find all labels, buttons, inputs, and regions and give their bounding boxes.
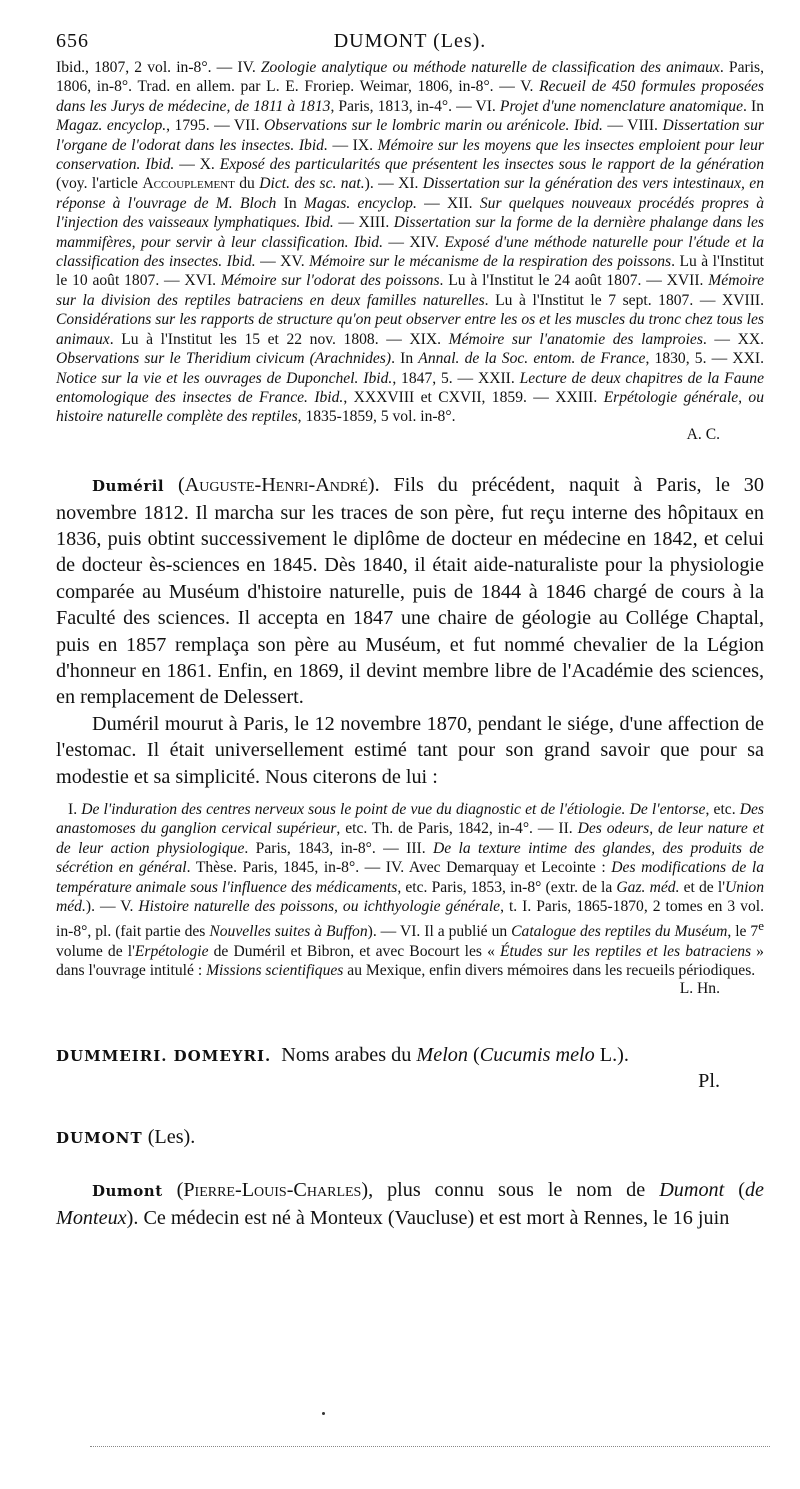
- entry-dumeril-son-para2: Duméril mourut à Paris, le 12 novembre 1870, pendant le siége, d'une affection de l'estomac. Il était universellement estimé tant pour son grand savoir que pour sa modestie et sa simplicité. Nous citerons de lui :: [56, 712, 764, 788]
- signature-pl: Pl.: [698, 1069, 720, 1092]
- printer-mark: [322, 1412, 325, 1415]
- headword-dumont: Dumont: [92, 1182, 163, 1201]
- bibliography-dumeril-son: I. De l'induration des centres nerveux sous le point de vue du diagnostic et de l'étiologie. De l'entorse, etc. Des anastomoses du ganglion cervical supérieur, etc. Th. de Paris, 1842, in-4°. — II. Des odeurs, de leur nature et de leur action physiologique. Paris, 1843, in-8°. — III. De la texture intime des glandes, des produits de sécrétion en général. Thèse. Paris, 1845, in-8°. — IV. Avec Demarquay et Lecointe : Des modifications de la température animale sous l'influence des médicaments, etc. Paris, 1853, in-8° (extr. de la Gaz. méd. et de l'Union méd.). — V. Histoire naturelle des poissons, ou ichthyologie générale, t. I. Paris, 1865-1870, 2 tomes en 3 vol. in-8°, pl. (fait partie des Nouvelles suites à Buffon). — VI. Il a publié un Catalogue des reptiles du Muséum, le 7e volume de l'Erpétologie de Duméril et Bibron, et avec Bocourt les « Études sur les reptiles et les batraciens » dans l'ouvrage intitulé : Missions scientifiques au Mexique, enfin divers mémoires dans les recueils périodiques.: [56, 801, 765, 980]
- running-head-title: DUMONT (Les).: [333, 30, 487, 52]
- entry-dumont-pierre: Dumont (Pierre-Louis-Charles), plus connu sous le nom de Dumont (de Monteux). Ce médecin est né à Monteux (Vaucluse) et est mort à Rennes, le 16 juin: [56, 1179, 764, 1229]
- entry-dumont-les: DUMONT (Les).: [56, 1126, 196, 1149]
- headword-dumeril: Duméril: [92, 477, 165, 496]
- headword-dumont-les: DUMONT: [56, 1129, 143, 1148]
- bibliography-dumeril-senior: Ibid., 1807, 2 vol. in-8°. — IV. Zoologie analytique ou méthode naturelle de classification des animaux. Paris, 1806, in-8°. Trad. en allem. par L. E. Froriep. Weimar, 1806, in-8°. — V. Recueil de 450 formules proposées dans les Jurys de médecine, de 1811 à 1813, Paris, 1813, in-4°. — VI. Projet d'une nomenclature anatomique. In Magaz. encyclop., 1795. — VII. Observations sur le lombric marin ou arénicole. Ibid. — VIII. Dissertation sur l'organe de l'odorat dans les insectes. Ibid. — IX. Mémoire sur les moyens que les insectes emploient pour leur conservation. Ibid. — X. Exposé des particularités que présentent les insectes sous le rapport de la génération (voy. l'article Accouplement du Dict. des sc. nat.). — XI. Dissertation sur la génération des vers intestinaux, en réponse à l'ouvrage de M. Bloch In Magas. encyclop. — XII. Sur quelques nouveaux procédés propres à l'injection des vaisseaux lymphatiques. Ibid. — XIII. Dissertation sur la forme de la dernière phalange dans les mammifères, pour servir à leur classification. Ibid. — XIV. Exposé d'une méthode naturelle pour l'étude et la classification des insectes. Ibid. — XV. Mémoire sur le mécanisme de la respiration des poissons. Lu à l'Institut le 10 août 1807. — XVI. Mémoire sur l'odorat des poissons. Lu à l'Institut le 24 août 1807. — XVII. Mémoire sur la division des reptiles batraciens en deux familles naturelles. Lu à l'Institut le 7 sept. 1807. — XVIII. Considérations sur les rapports de structure qu'on peut observer entre les os et les muscles du tronc chez tous les animaux. Lu à l'Institut les 15 et 22 nov. 1808. — XIX. Mémoire sur l'anatomie des lamproies. — XX. Observations sur le Theridium civicum (Arachnides). In Annal. de la Soc. entom. de France, 1830, 5. — XXI. Notice sur la vie et les ouvrages de Duponchel. Ibid., 1847, 5. — XXII. Lecture de deux chapitres de la Faune entomologique des insectes de France. Ibid., XXXVIII et CXVII, 1859. — XXIII. Erpétologie générale, ou histoire naturelle complète des reptiles, 1835-1859, 5 vol. in-8°.: [56, 59, 765, 426]
- headword-dummeiri: DUMMEIRI. DOMEYRI.: [56, 1047, 272, 1066]
- signature-ac: A. C.: [686, 425, 720, 443]
- page-number: 656: [56, 30, 89, 52]
- entry-dummeiri: DUMMEIRI. DOMEYRI. Noms arabes du Melon (Cucumis melo L.).: [56, 1044, 629, 1067]
- page-bottom-rule: [90, 1446, 770, 1447]
- signature-lhn: L. Hn.: [679, 979, 720, 997]
- names-dumeril: (Auguste-Henri-André).: [177, 474, 380, 497]
- running-head: [56, 30, 764, 58]
- entry-dumeril-son-para1: Duméril (Auguste-Henri-André). Fils du précédent, naquit à Paris, le 30 novembre 1812. Il marcha sur les traces de son père, fut reçu interne des hôpitaux en 1836, puis obtint successivement le diplôme de docteur en médecine en 1842, et celui de docteur ès-sciences en 1845. Dès 1840, il était aide-naturaliste pour la physiologie comparée au Muséum d'histoire naturelle, puis de 1844 à 1846 chargé de cours à la Faculté des sciences. Il accepta en 1847 une chaire de géologie au Collége Chaptal, puis en 1857 remplaça son père au Muséum, et fut nommé chevalier de la Légion d'honneur en 1861. Enfin, en 1869, il devint membre libre de l'Académie des sciences, en remplacement de Delessert.: [56, 474, 764, 709]
